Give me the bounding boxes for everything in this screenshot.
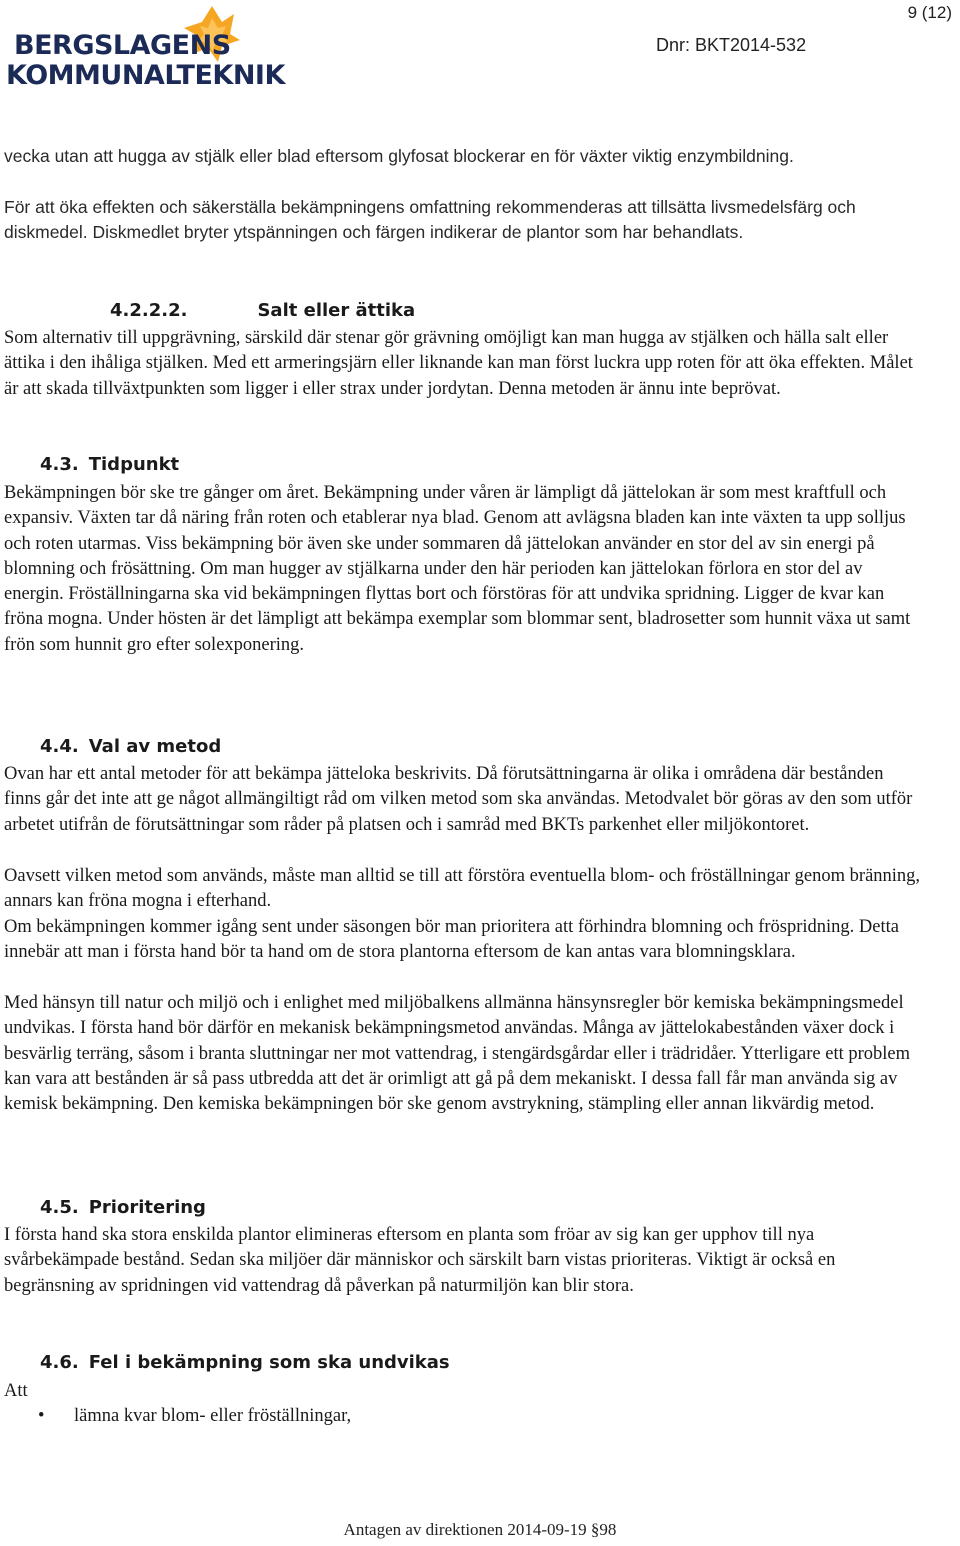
heading-title: Val av metod (88, 736, 222, 757)
section-4-3-body: Bekämpningen bör ske tre gånger om året. Bekämpning under våren är lämpligt då jättelokan är som mest kraftfull och expansiv. Växten tar då näring från roten och etablerar nya blad. Genom att avlägsna bladen kan inte växten ta upp solljus och roten utarmas. Viss bekämpning bör även ske under sommaren då jättelokan använder en stor del av sin energi på blomning och frösättning. Om man hugger av stjälkarna under den här perioden kan jättelokan förlora en stor del av energin. Fröställningarna ska vid bekämpningen flyttas bort och förstöras för att undvika spridning. Ligger de kvar kan fröna mogna. Under hösten är det lämpligt att bekämpa exemplar som blommar sent, bladrosetter som hunnit växa ut samt frön som hunnit gro efter solexponering. (4, 483, 911, 655)
section-4-4-body-3: Om bekämpningen kommer igång sent under säsongen bör man prioritera att förhindra blomning och fröspridning. Detta innebär att man i första hand bör ta hand om de stora plantorna eftersom de kan antas vara blomningsklara. (4, 917, 899, 963)
section-4-4-body-2: Oavsett vilken metod som används, måste man alltid se till att förstöra eventuella blom- och fröställningar genom bränning, annars kan fröna mogna i efterhand. (4, 866, 921, 912)
heading-title: Prioritering (88, 1197, 206, 1218)
bullet-icon: • (38, 1406, 45, 1426)
heading-title: Fel i bekämpning som ska undvikas (88, 1352, 450, 1373)
list-item-text: lämna kvar blom- eller fröställningar, (74, 1406, 352, 1426)
section-4-6-lead: Att (4, 1381, 28, 1401)
heading-number: 4.6. (40, 1352, 79, 1373)
page-number: 9 (12) (907, 3, 952, 22)
heading-4-4 (40, 736, 221, 757)
heading-title: Salt eller ättika (257, 300, 416, 321)
heading-4-5 (40, 1197, 206, 1218)
heading-4-2-2-2 (110, 300, 415, 321)
section-4-2-2-2-body: Som alternativ till uppgrävning, särskild där stenar gör grävning omöjligt kan man hugga av stjälken och hälla salt eller ättika i den ihåliga stjälken. Med ett armeringsjärn eller liknande kan man först luckra upp roten för att öka effekten. Målet är att skada tillväxtpunkten som ligger i eller strax under jordytan. Denna metoden är ännu inte beprövat. (4, 328, 913, 399)
heading-number: 4.5. (40, 1197, 79, 1218)
section-4-5-body: I första hand ska stora enskilda plantor elimineras eftersom en planta som fröar av sig kan ger upphov till nya svårbekämpade bestånd. Sedan ska miljöer där människor och särskilt barn vistas prioriteras. Viktigt är också en begränsning av spridningen vid vattendrag då påverkan på naturmiljön kan blir stora. (4, 1225, 836, 1296)
list-item (4, 1404, 351, 1429)
heading-number: 4.2.2.2. (110, 300, 188, 321)
bullet-list (4, 1404, 351, 1429)
heading-title: Tidpunkt (88, 454, 180, 475)
company-logo (4, 4, 285, 94)
intro-paragraph-1: vecka utan att hugga av stjälk eller blad eftersom glyfosat blockerar en för växter viktig enzymbildning. (4, 146, 794, 166)
heading-number: 4.4. (40, 736, 79, 757)
section-4-4-body-4: Med hänsyn till natur och miljö och i enlighet med miljöbalkens allmänna hänsynsregler bör kemiska bekämpningsmedel undvikas. I första hand bör därför en mekanisk bekämpningsmetod användas. Många av jättelokabestånden växer dock i besvärlig terräng, såsom i branta sluttningar ner mot vattendrag, i stengärdsgårdar eller i trädridåer. Ytterligare ett problem kan vara att bestånden är så pass utbredda att det är orimligt att gå på dem mekaniskt. I dessa fall får man använda sig av kemisk bekämpning. Den kemiska bekämpningen bör ske genom avstrykning, stämpling eller annan likvärdig metod. (4, 993, 911, 1115)
heading-4-6 (40, 1352, 450, 1373)
heading-4-3 (40, 454, 179, 475)
document-number: Dnr: BKT2014-532 (656, 35, 807, 55)
logo-text-line2: KOMMUNALTEKNIK (6, 60, 285, 91)
intro-paragraph-2: För att öka effekten och säkerställa bekämpningens omfattning rekommenderas att tillsätta livsmedelsfärg och diskmedel. Diskmedlet bryter ytspänningen och färgen indikerar de plantor som har behandlats. (4, 197, 856, 243)
section-4-4-body-1: Ovan har ett antal metoder för att bekämpa jätteloka beskrivits. Då förutsättningarna är olika i områdena där bestånden finns går det inte att ge något allmängiltigt råd om vilken metod som ska användas. Metodvalet bör göras av den som utför arbetet utifrån de förutsättningar som råder på platsen och i samråd med BKTs parkenhet eller miljökontoret. (4, 764, 913, 835)
footer-note: Antagen av direktionen 2014-09-19 §98 (343, 1520, 617, 1539)
heading-number: 4.3. (40, 454, 79, 475)
logo-text-line1: BERGSLAGENS (14, 30, 231, 61)
